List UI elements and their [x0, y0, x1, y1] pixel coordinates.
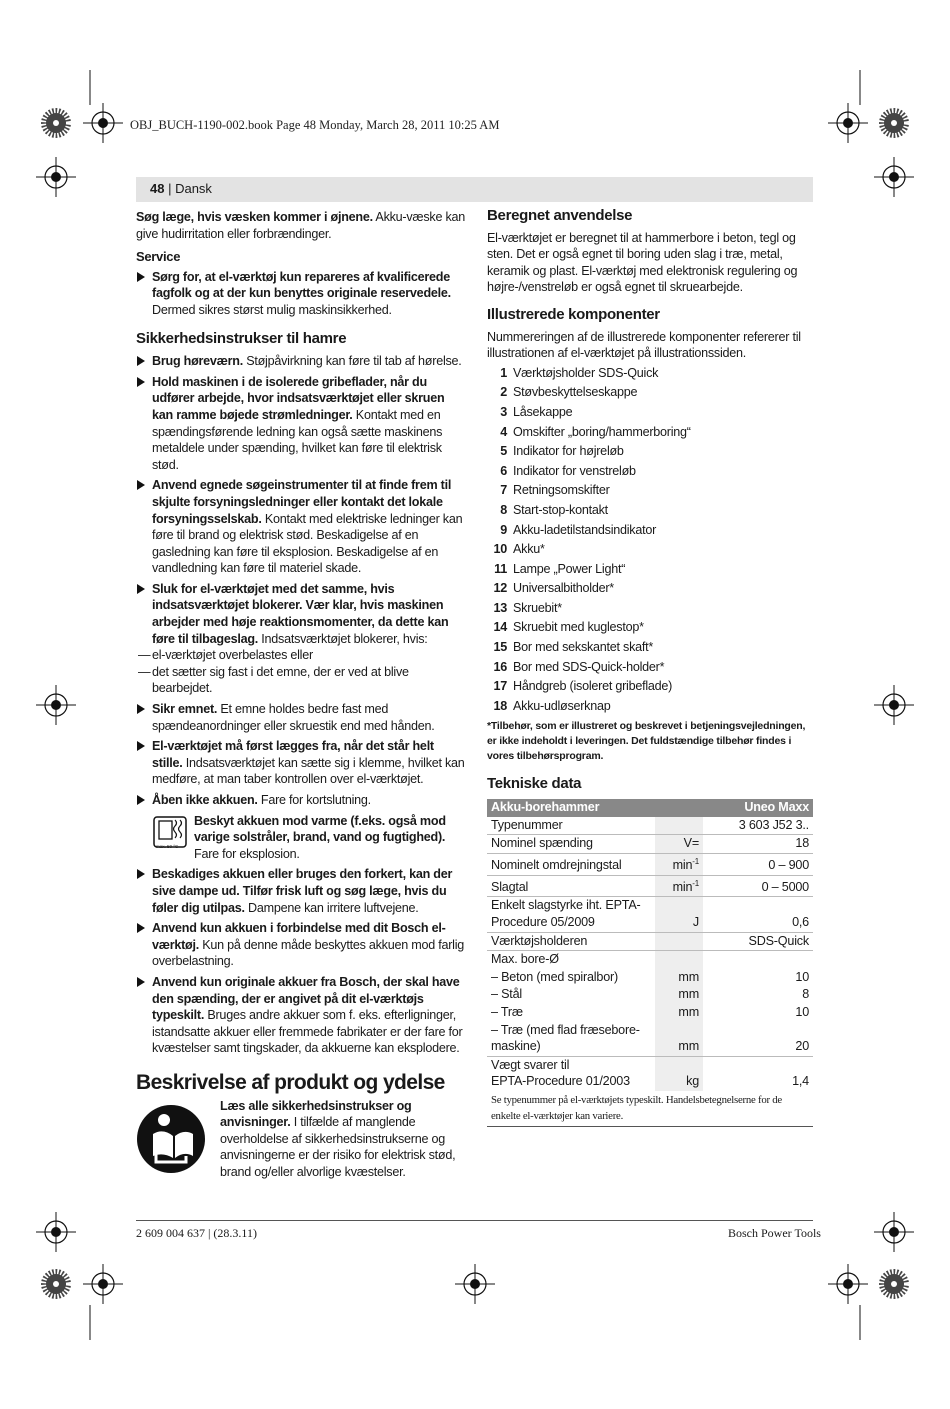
component-number: 18: [493, 698, 507, 713]
component-number: 9: [500, 522, 507, 537]
component-label: Omskifter „boring/hammerboring“: [513, 424, 691, 439]
component-number: 14: [493, 620, 507, 635]
bullet-item: Åben ikke akkuen. Fare for kortslutning.: [136, 792, 466, 809]
component-number: 1: [500, 365, 507, 380]
component-label: Start-stop-kontakt: [513, 502, 608, 517]
table-row: Enkelt slagstyrke iht. EPTA-Procedure 05/2009 J 0,6: [487, 897, 813, 932]
bullet-item: Sørg for, at el-værktøj kun repareres af kvalificerede fagfolk og at der kun benyttes originale reservedele. Dermed sikres størst mulig maskinsikkerhed.: [136, 269, 466, 319]
running-header: 48 | Dansk: [150, 181, 212, 196]
bullet-item: Hold maskinen i de isolerede gribeflader, når du udfører arbejde, hvor indsatsværktøjet eller skruen kan ramme bøjede strømledninger. Kontakt med en spændingsførende ledning kan også sætte maskinens metaldele under spænding, hvilket kan føre til elektrisk stød.: [136, 374, 466, 474]
component-item: [487, 658, 813, 678]
tech-data-note: Se typenummer på el-værktøjets typeskilt. Handelsbetegnelserne for de enkelte el-værktøjer kan variere.: [487, 1091, 813, 1127]
bullet-item: Sluk for el-værktøjet med det samme, hvis indsatsværktøjet blokerer. Vær klar, hvis maskinen arbejder med høje reaktionsmomenter, da dette kan føre til tilbageslag. Indsatsværktøjet blokerer, hvis:: [136, 581, 466, 647]
component-item: [487, 462, 813, 482]
table-row: Nominel spænding V= 18: [487, 835, 813, 854]
paragraph: Søg læge, hvis væsken kommer i øjnene. Akku-væske kan give hudirritation eller forbrændinger.: [136, 210, 466, 241]
component-number: 6: [500, 463, 507, 478]
component-number: 5: [500, 444, 507, 459]
component-item: [487, 677, 813, 697]
table-row: Nominelt omdrejningstal $\min^{-1}$ 0 – 900: [487, 853, 813, 875]
component-number: 16: [493, 659, 507, 674]
bullet-item: Anvend kun originale akkuer fra Bosch, der skal have den spænding, der er angivet på dit el-værktøjs typeskilt. Bruges andre akkuer som f. eks. efterligninger, istandsatte akkuer eller fremmede fabrikater er der fare for kvæstelser samt tingskader, da akkuerne kan eksplodere.: [136, 974, 466, 1057]
table-row: Vægt svarer til EPTA-Procedure 01/2003 kg 1,4: [487, 1056, 813, 1091]
table-row: Værktøjsholderen SDS-Quick: [487, 932, 813, 951]
service-heading: Service: [136, 249, 181, 265]
table-row: Slagtal $\min^{-1}$ 0 – 5000: [487, 875, 813, 897]
component-number: 17: [493, 679, 507, 694]
left-column: [136, 209, 466, 1180]
component-label: Universalbitholder*: [513, 581, 614, 596]
component-label: Skruebit*: [513, 600, 562, 615]
footer-brand: Bosch Power Tools: [728, 1226, 821, 1240]
table-row: – Beton (med spiralbor) mm 10: [487, 969, 813, 987]
component-label: Skruebit med kuglestop*: [513, 620, 644, 635]
table-header-row: Akku-borehammer Uneo Maxx: [487, 799, 813, 817]
component-label: Akku-ladetilstandsindikator: [513, 522, 657, 537]
table-row: – Stål mm 8: [487, 986, 813, 1004]
component-item: [487, 599, 813, 619]
tech-data-heading: Tekniske data: [487, 775, 582, 793]
footer-rule: [136, 1220, 813, 1221]
component-label: Lampe „Power Light“: [513, 561, 626, 576]
right-column: [487, 208, 813, 1127]
component-item: [487, 423, 813, 443]
component-label: Indikator for højreløb: [513, 444, 624, 459]
print-header: OBJ_BUCH-1190-002.book Page 48 Monday, March 28, 2011 10:25 AM: [130, 118, 500, 132]
component-label: Værktøjsholder SDS-Quick: [513, 365, 659, 380]
dash-item: — el-værktøjet overbelastes eller: [138, 648, 313, 663]
dash-item: — det sætter sig fast i det emne, der er ved at blive bearbejdet.: [138, 664, 409, 696]
component-item: [487, 638, 813, 658]
components-list: [487, 364, 813, 717]
bullet-item: Anvend egnede søgeinstrumenter til at finde frem til skjulte forsyningsledninger eller kontakt det lokale forsyningsselskab. Kontakt med elektriske ledninger kan føre til brand og elektrisk stød. Beskadigelse af en gasledning kan føre til eksplosion. Beskadigelse af en vandledning kan føre til materiel skade.: [136, 477, 466, 577]
table-row: – Træ mm 10: [487, 1004, 813, 1022]
bullet-item: Anvend kun akkuen i forbindelse med dit Bosch el-værktøj. Kun på denne måde beskyttes akkuen mod farlig overbelastning.: [136, 920, 466, 970]
component-item: [487, 560, 813, 580]
component-item: [487, 364, 813, 384]
component-item: [487, 579, 813, 599]
component-number: 4: [500, 424, 507, 439]
intended-use-heading: Beregnet anvendelse: [487, 207, 633, 224]
component-label: Håndgreb (isoleret gribeflade): [513, 679, 673, 694]
components-heading: Illustrerede komponenter: [487, 305, 660, 323]
component-number: 13: [493, 600, 507, 615]
bullet-item: El-værktøjet må først lægges fra, når det står helt stille. Indsatsværktøjet kan sætte sig i klemme, hvilket kan medføre, at man taber kontrollen over el-værktøjet.: [136, 738, 466, 788]
component-number: 11: [494, 561, 507, 576]
component-item: [487, 618, 813, 638]
heat-icon-label: max. 50 °C: [156, 843, 179, 849]
component-label: Akku-udløserknap: [513, 698, 611, 713]
section-name: Dansk: [175, 181, 212, 196]
component-item: [487, 442, 813, 462]
component-number: 7: [500, 483, 507, 498]
product-heading: Beskrivelse af produkt og ydelse: [136, 1070, 445, 1094]
bullet-item: Beskadiges akkuen eller bruges den forkert, kan der sive dampe ud. Tilfør frisk luft og søg læge, hvis du føler dig utilpas. Dampene kan irritere luftvejene.: [136, 866, 466, 916]
component-number: 15: [493, 640, 507, 655]
table-row: Typenummer 3 603 J52 3..: [487, 817, 813, 835]
heat-warning: max. 50 °C Beskyt akkuen mod varme (f.eks. også mod varige solstråler, brand, vand og fugtighed). Fare for eksplosion.: [136, 813, 466, 863]
footer-doc-number: 2 609 004 637 | (28.3.11): [136, 1226, 257, 1240]
table-row: – Træ (med flad fræsebore- maskine) mm 20: [487, 1022, 813, 1057]
component-label: Indikator for venstreløb: [513, 463, 636, 478]
component-item: [487, 501, 813, 521]
component-item: [487, 697, 813, 717]
component-number: 2: [500, 385, 507, 400]
tech-data-table: [487, 799, 813, 1091]
intended-use-text: El-værktøjet er beregnet til at hammerbore i beton, tegl og sten. Det er også egnet til boring uden slag i træ, metal, keramik og plast. El-værktøj med elektronisk regulering og højre-/venstreløb er også egnet til skruearbejde.: [487, 230, 798, 295]
component-label: Akku*: [513, 542, 545, 557]
read-manual-icon: [136, 1104, 206, 1174]
bullet-item: Sikr emnet. Et emne holdes bedre fast med spændeanordninger eller skruestik end med hånden.: [136, 701, 466, 734]
component-label: Bor med SDS-Quick-holder*: [513, 659, 665, 674]
components-intro: Nummereringen af de illustrerede komponenter refererer til illustrationen af el-værktøjet på illustrationssiden.: [487, 329, 801, 361]
component-label: Låsekappe: [513, 404, 573, 419]
component-item: [487, 403, 813, 423]
component-number: 10: [493, 542, 507, 557]
component-number: 3: [500, 404, 507, 419]
component-label: Støvbeskyttelseskappe: [513, 385, 638, 400]
running-header-bar: [136, 177, 813, 202]
component-item: [487, 521, 813, 541]
component-number: 8: [500, 502, 507, 517]
bullet-item: Brug høreværn. Støjpåvirkning kan føre til tab af hørelse.: [136, 353, 466, 370]
read-instructions: Læs alle sikkerhedsinstrukser og anvisninger. I tilfælde af manglende overholdelse af sikkerhedsinstrukserne og anvisningerne er der risiko for elektrisk stød, brand og/eller alvorlige kvæstelser.: [136, 1098, 466, 1181]
component-label: Retningsomskifter: [513, 483, 610, 498]
component-item: [487, 383, 813, 403]
page-number: 48: [150, 181, 165, 196]
component-item: [487, 540, 813, 560]
table-row: Max. bore-Ø: [487, 951, 813, 969]
accessory-note: *Tilbehør, som er illustreret og beskrevet i betjeningsvejledningen, er ikke indeholdt i leveringen. Det fuldstændige tilbehør findes i vores tilbehørsprogram.: [487, 720, 806, 763]
component-label: Bor med sekskantet skaft*: [513, 640, 654, 655]
component-number: 12: [493, 581, 507, 596]
hammer-safety-heading: Sikkerhedsinstrukser til hamre: [136, 329, 347, 347]
component-item: [487, 481, 813, 501]
